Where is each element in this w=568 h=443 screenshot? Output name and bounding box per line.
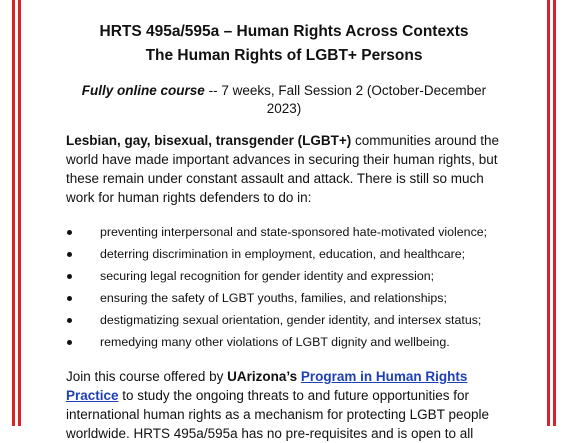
course-schedule: -- 7 weeks, Fall Session 2 (October-December 2023) — [204, 83, 487, 116]
course-mode: Fully online course — [81, 83, 205, 98]
list-item: securing legal recognition for gender identity and expression; — [66, 265, 502, 287]
intro-text: communities around the world have made important advances in securing their human rights, but these remain under constant assault and attack. There is still so much work for human rights defenders to do in: — [66, 133, 500, 205]
list-item: remedying many other violations of LGBT dignity and wellbeing. — [66, 331, 502, 353]
course-title: HRTS 495a/595a – Human Rights Across Contexts — [99, 23, 469, 40]
intro-paragraph — [66, 131, 502, 207]
bullet-icon — [67, 274, 72, 279]
org-name: UArizona’s — [227, 369, 298, 384]
join-paragraph: Join this course offered by UArizona’s Program in Human Rights Practice to study the ongoing threats to and future opportunities for international human rights as a mechanism for protecting LGBT people worldwide. HRTS 495a/595a has no pre-requisites and is open to all — [66, 369, 489, 441]
issues-list — [66, 221, 502, 353]
left-red-border — [12, 0, 21, 426]
bullet-icon — [67, 318, 72, 323]
list-item: destigmatizing sexual orientation, gender identity, and intersex status; — [66, 309, 502, 331]
program-link[interactable]: Program in Human Rights Practice — [66, 369, 468, 403]
intro-bold-lead: Lesbian, gay, bisexual, transgender (LGBT+) — [66, 133, 352, 148]
bullet-icon — [67, 340, 72, 345]
list-item: deterring discrimination in employment, education, and healthcare; — [66, 243, 502, 265]
course-subtitle: The Human Rights of LGBT+ Persons — [145, 47, 423, 64]
right-red-border — [547, 0, 556, 426]
list-item: ensuring the safety of LGBT youths, families, and relationships; — [66, 287, 502, 309]
bullet-icon — [67, 296, 72, 301]
flyer-page — [66, 0, 502, 441]
course-format-line — [66, 82, 502, 118]
bullet-icon — [67, 252, 72, 257]
bullet-icon — [67, 230, 72, 235]
list-item: preventing interpersonal and state-sponsored hate-motivated violence; — [66, 221, 502, 243]
